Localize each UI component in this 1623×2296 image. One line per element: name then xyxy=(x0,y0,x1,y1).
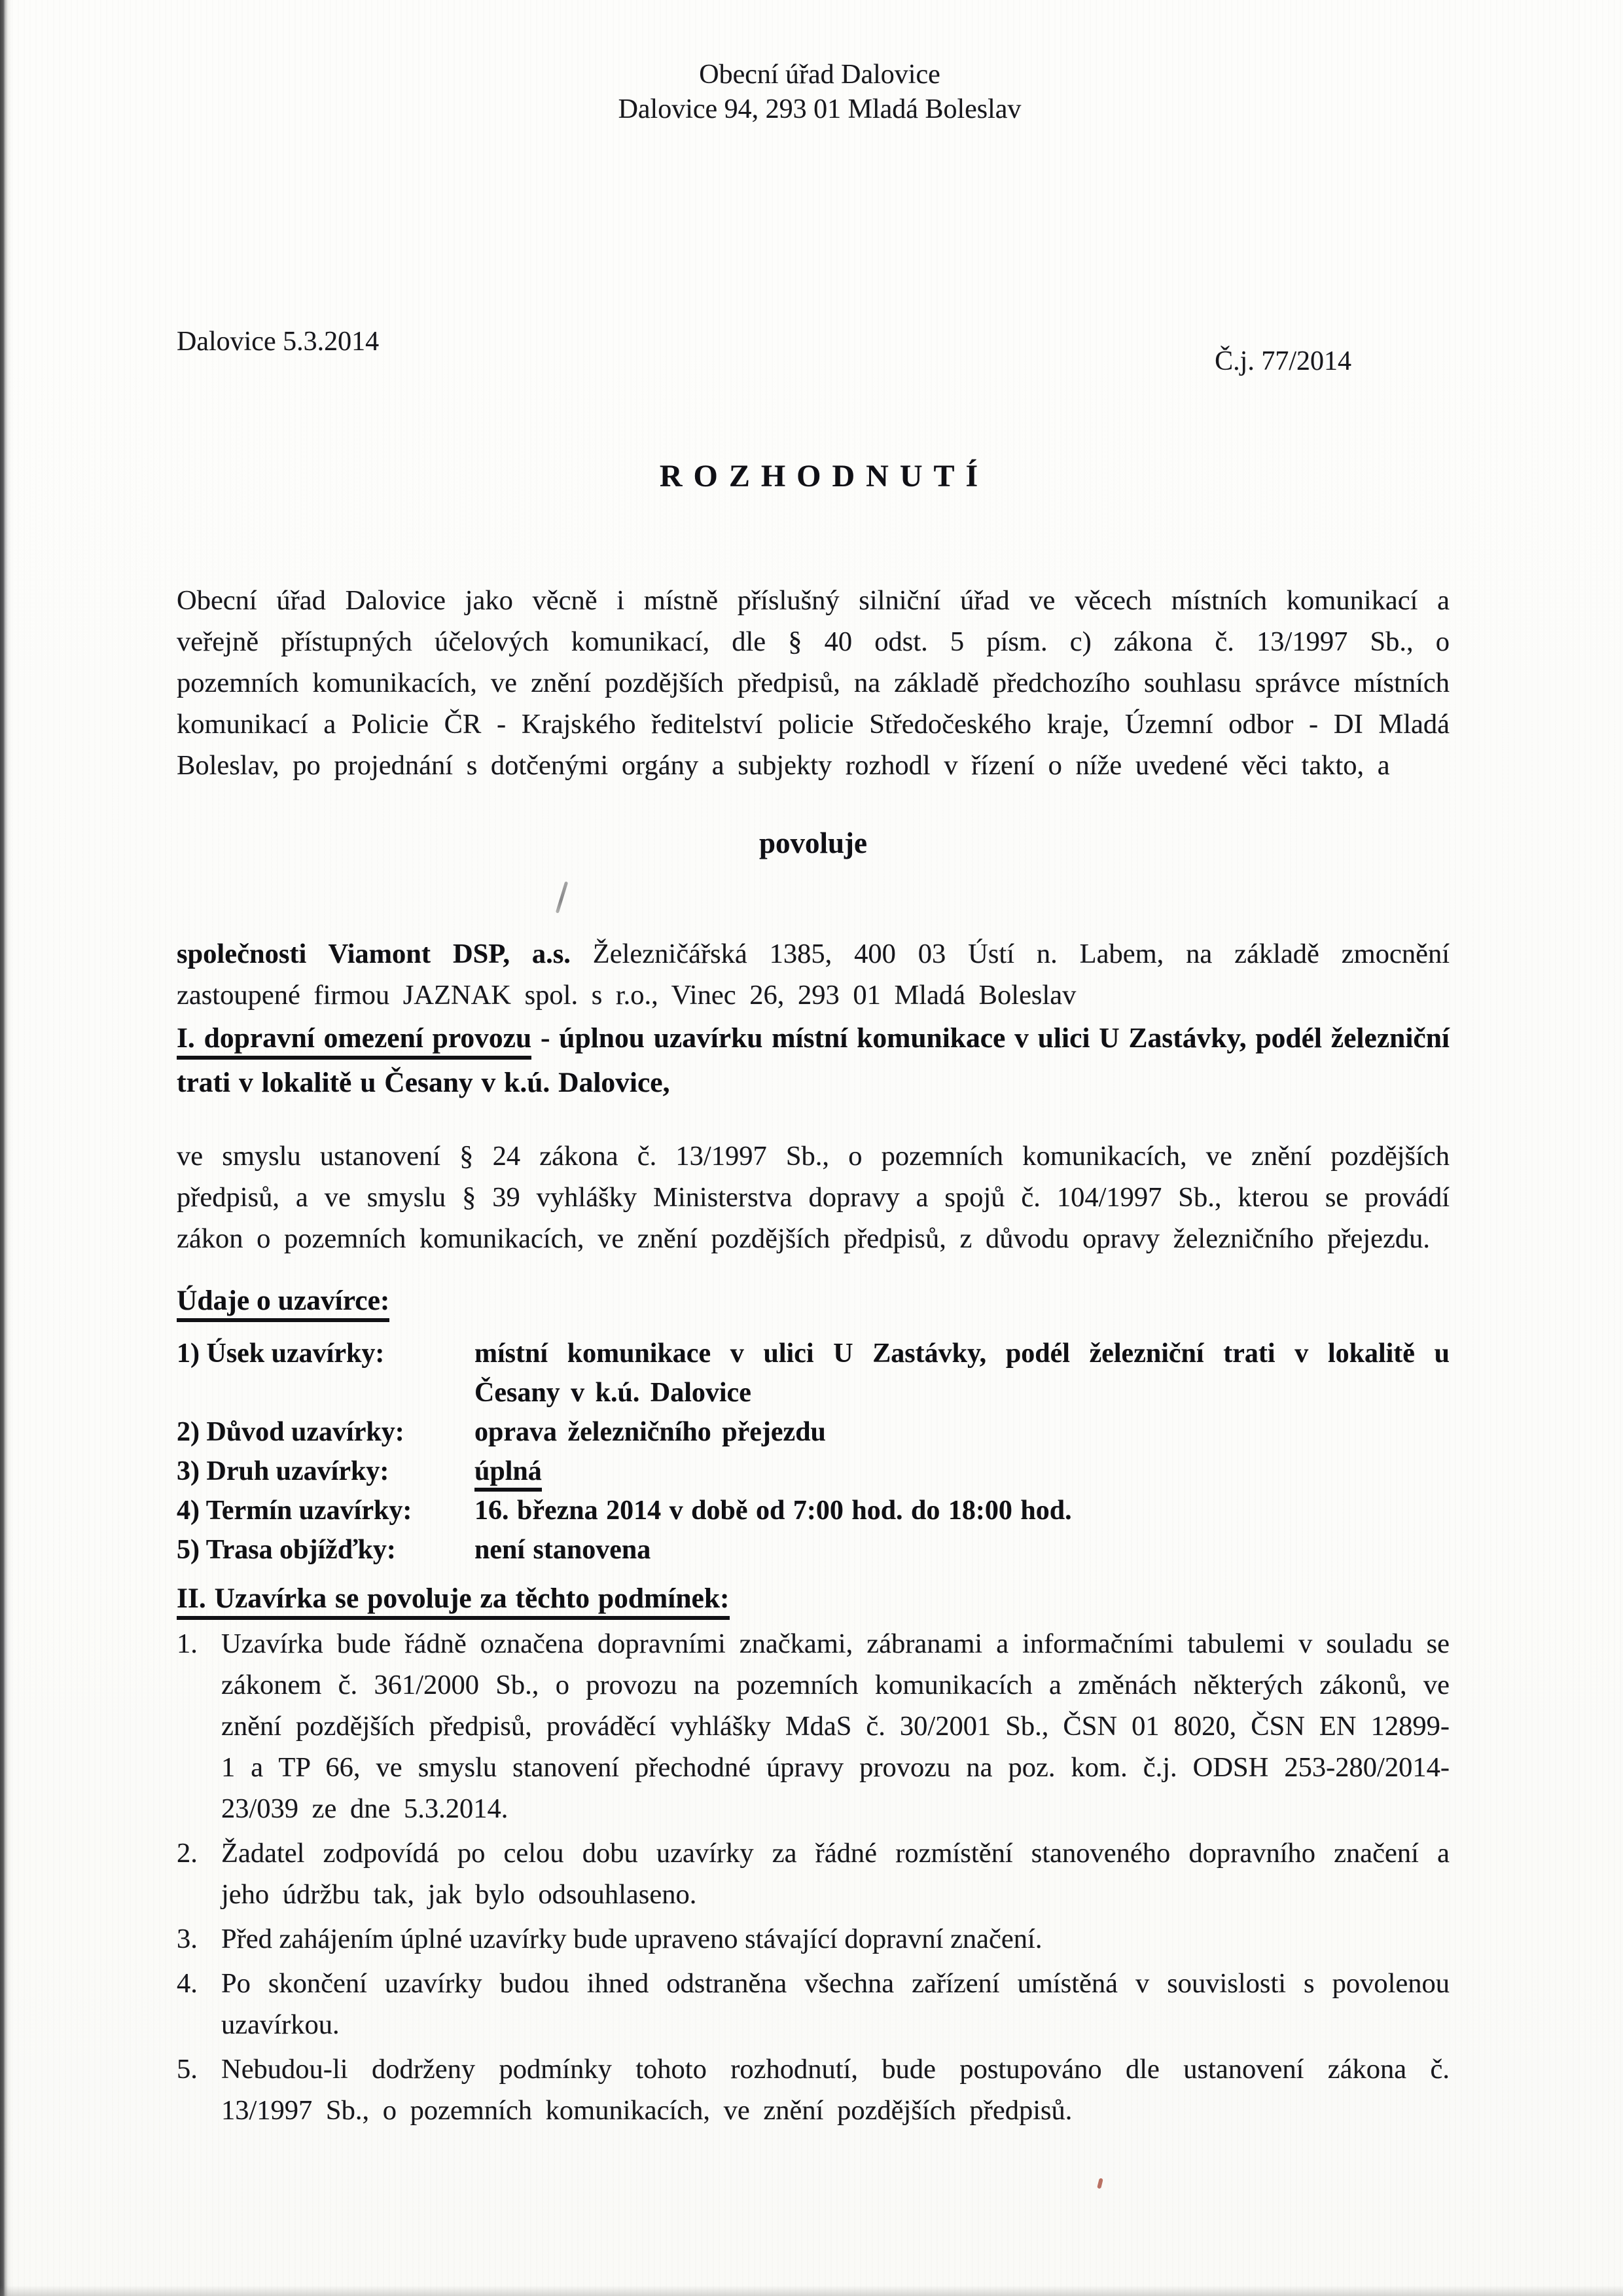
condition-item xyxy=(177,2049,1450,2131)
grantee-name: společnosti Viamont DSP, a.s. xyxy=(177,938,571,969)
closure-details-list xyxy=(177,1334,1450,1570)
condition-number: 4. xyxy=(177,1968,198,1999)
condition-number: 3. xyxy=(177,1924,198,1954)
scanner-bottom-shadow xyxy=(0,2286,1623,2296)
closure-item-value: 16. března 2014 v době od 7:00 hod. do 18:00 hod. xyxy=(474,1496,1072,1526)
closure-details-heading-text: Údaje o uzavírce: xyxy=(177,1285,389,1322)
condition-number: 2. xyxy=(177,1838,198,1869)
section1-heading-underlined: I. dopravní omezení provozu xyxy=(177,1022,531,1060)
closure-item-value: oprava železničního přejezdu xyxy=(474,1417,826,1447)
condition-text: Před zahájením úplné uzavírky bude upraveno stávající dopravní značení. xyxy=(221,1924,1043,1954)
closure-type-underlined: úplná xyxy=(474,1456,542,1492)
scan-smudge-artifact xyxy=(556,881,568,913)
condition-item xyxy=(177,1918,1450,1960)
condition-text: Nebudou-li dodrženy podmínky tohoto rozhodnutí, bude postupováno dle ustanovení zákona č. 13/1997 Sb., o pozemních komunikacích, ve znění pozdějších předpisů. xyxy=(221,2054,1450,2126)
letterhead-address: Dalovice 94, 293 01 Mladá Boleslav xyxy=(618,94,1022,124)
condition-text: Uzavírka bude řádně označena dopravními značkami, zábranami a informačními tabulemi v souladu se zákonem č. 361/2000 Sb., o provozu na pozemních komunikacích a změnách některých zákonů, ve znění pozdějších předpisů, prováděcí vyhlášky MdaS č. 30/2001 Sb., ČSN 01 8020, ČSN EN 12899-1 a TP 66, ve smyslu stanovení přechodné úpravy provozu na poz. kom. č.j. ODSH 253-280/2014-23/039 ze dne 5.3.2014. xyxy=(221,1628,1450,1824)
closure-item-label: 2) Důvod uzavírky: xyxy=(177,1417,404,1447)
condition-text: Žadatel zodpovídá po celou dobu uzavírky za řádné rozmístění stanoveného dopravního značení a jeho údržbu tak, jak bylo odsouhlaseno. xyxy=(221,1838,1450,1910)
letterhead xyxy=(183,58,1456,127)
closure-item-value: místní komunikace v ulici U Zastávky, podél železniční trati v lokalitě u Česany v k.ú. Dalovice xyxy=(474,1338,1450,1408)
closure-item-value xyxy=(474,1452,1450,1491)
meta-row xyxy=(177,326,1450,377)
document-title: ROZHODNUTÍ xyxy=(659,459,990,493)
closure-item-type xyxy=(177,1452,1450,1491)
closure-item-label: 1) Úsek uzavírky: xyxy=(177,1338,385,1369)
closure-details-heading xyxy=(177,1284,1450,1317)
conditions-list xyxy=(177,1623,1450,2134)
closure-item-value: není stanovena xyxy=(474,1535,651,1565)
letterhead-office: Obecní úřad Dalovice xyxy=(699,60,940,90)
section1-heading-rest: - úplnou uzavírku místní komunikace v ulici U Zastávky, podél železniční trati v lokalitě u Česany v k.ú. Dalovice, xyxy=(177,1022,1450,1098)
grantee-paragraph xyxy=(177,933,1450,1016)
closure-item-reason xyxy=(177,1412,1450,1452)
place-and-date: Dalovice 5.3.2014 xyxy=(177,327,380,357)
condition-item xyxy=(177,1623,1450,1829)
closure-item-section xyxy=(177,1334,1450,1412)
section2-heading xyxy=(177,1576,1450,1621)
scan-speck-artifact xyxy=(1097,2178,1103,2189)
reference-number: Č.j. 77/2014 xyxy=(1215,346,1351,376)
intro-paragraph: Obecní úřad Dalovice jako věcně i místně příslušný silniční úřad ve věcech místních komunikací a veřejně přístupných účelových komunikací, dle § 40 odst. 5 písm. c) zákona č. 13/1997 Sb., o pozemních komunikacích, ve znění pozdějších předpisů, na základě předchozího souhlasu správce místních komunikací a Policie ČR - Krajského ředitelství policie Středočeského kraje, Územní odbor - DI Mladá Boleslav, po projednání s dotčenými orgány a subjekty rozhodl v řízení o níže uvedené věci takto, a xyxy=(177,584,1450,781)
condition-item xyxy=(177,1833,1450,1915)
section2-heading-text: II. Uzavírka se povoluje za těchto podmínek: xyxy=(177,1583,730,1620)
condition-item xyxy=(177,1963,1450,2045)
closure-item-label: 3) Druh uzavírky: xyxy=(177,1456,389,1486)
verdict-word: povoluje xyxy=(758,827,867,859)
scanner-edge-shadow xyxy=(0,0,12,2296)
closure-item-term xyxy=(177,1491,1450,1530)
closure-item-label: 4) Termín uzavírky: xyxy=(177,1496,412,1526)
section1-heading xyxy=(177,1016,1450,1105)
grantee-details: Železničářská 1385, 400 03 Ústí n. Labem, na základě zmocnění zastoupené firmou JAZNAK spol. s r.o., Vinec 26, 293 01 Mladá Boleslav xyxy=(177,938,1450,1011)
section1-body: ve smyslu ustanovení § 24 zákona č. 13/1997 Sb., o pozemních komunikacích, ve znění pozdějších předpisů, a ve smyslu § 39 vyhlášky Ministerstva dopravy a spojů č. 104/1997 Sb., kterou se provádí zákon o pozemních komunikacích, ve znění pozdějších předpisů, z důvodu opravy železničního přejezdu. xyxy=(177,1140,1450,1254)
condition-number: 1. xyxy=(177,1628,198,1659)
closure-item-label: 5) Trasa objížďky: xyxy=(177,1535,396,1565)
condition-text: Po skončení uzavírky budou ihned odstraněna všechna zařízení umístěná v souvislosti s povolenou uzavírkou. xyxy=(221,1968,1450,2040)
closure-item-detour xyxy=(177,1530,1450,1570)
condition-number: 5. xyxy=(177,2054,198,2085)
